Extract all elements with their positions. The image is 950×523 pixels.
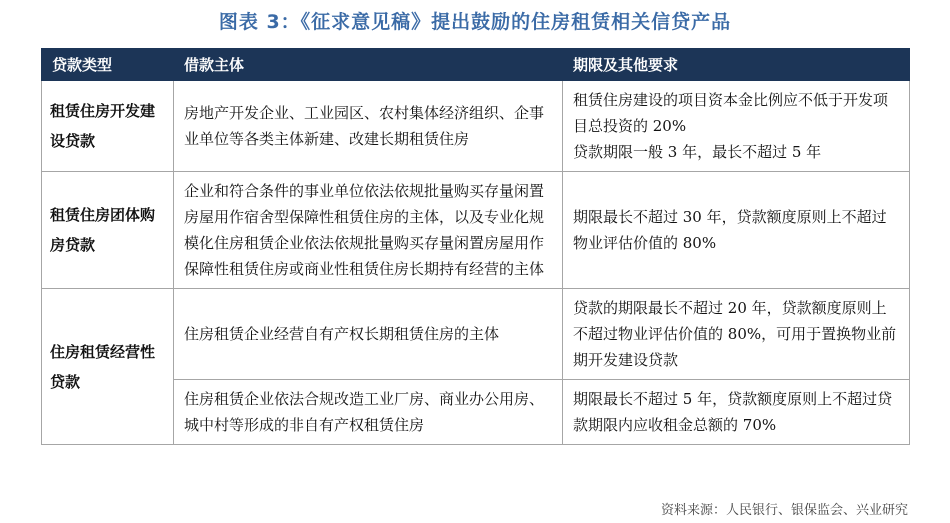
loan-type-cell: 租赁住房开发建设贷款 <box>42 81 174 172</box>
requirements-cell: 期限最长不超过 5 年，贷款额度原则上不超过贷款期限内应收租金总额的 70% <box>563 380 910 445</box>
requirements-cell: 期限最长不超过 30 年，贷款额度原则上不超过物业评估价值的 80% <box>563 172 910 289</box>
header-requirements: 期限及其他要求 <box>563 49 910 81</box>
borrower-cell: 企业和符合条件的事业单位依法依规批量购买存量闲置房屋用作宿舍型保障性租赁住房的主体，以及专业化规模化住房租赁企业依法依规批量购买存量闲置房屋用作保障性租赁住房或商业性租赁住房长期持有经营的主体 <box>174 172 563 289</box>
requirement-line: 贷款期限一般 3 年，最长不超过 5 年 <box>573 143 822 161</box>
requirements-cell <box>563 81 910 172</box>
requirements-cell: 贷款的期限最长不超过 20 年，贷款额度原则上不超过物业评估价值的 80%，可用于置换物业前期开发建设贷款 <box>563 289 910 380</box>
loan-type-cell: 租赁住房团体购房贷款 <box>42 172 174 289</box>
table-header-row <box>42 49 910 81</box>
requirement-line: 租赁住房建设的项目资本金比例应不低于开发项目总投资的 20% <box>573 91 889 135</box>
header-loan-type: 贷款类型 <box>42 49 174 81</box>
source-note: 资料来源：人民银行、银保监会、兴业研究 <box>660 503 908 518</box>
table-row <box>42 289 910 380</box>
table-row <box>42 81 910 172</box>
borrower-cell: 住房租赁企业经营自有产权长期租赁住房的主体 <box>174 289 563 380</box>
borrower-cell: 房地产开发企业、工业园区、农村集体经济组织、企事业单位等各类主体新建、改建长期租赁住房 <box>174 81 563 172</box>
loan-products-table <box>41 48 910 445</box>
table-row <box>42 172 910 289</box>
header-borrower: 借款主体 <box>174 49 563 81</box>
borrower-cell: 住房租赁企业依法合规改造工业厂房、商业办公用房、城中村等形成的非自有产权租赁住房 <box>174 380 563 445</box>
figure-title: 图表 3：《征求意见稿》提出鼓励的住房租赁相关信贷产品 <box>218 11 732 33</box>
loan-type-cell: 住房租赁经营性贷款 <box>42 289 174 445</box>
